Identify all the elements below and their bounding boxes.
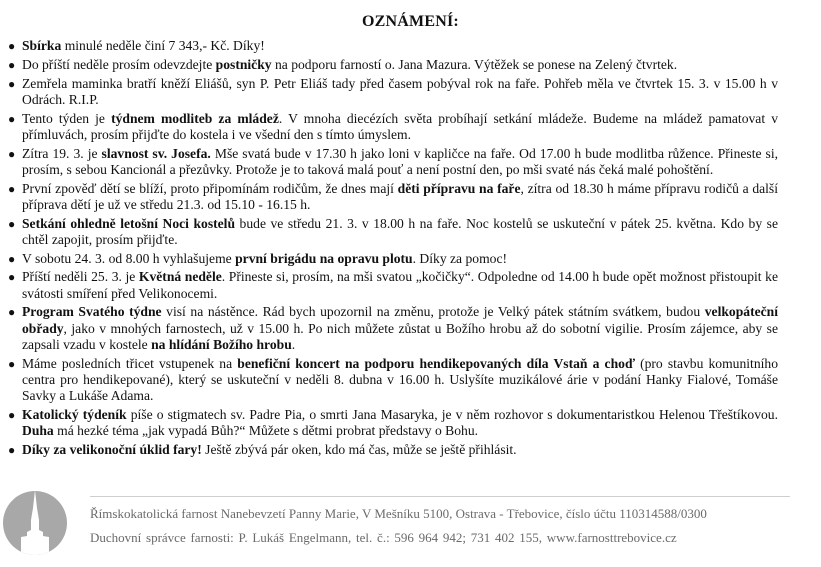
announcement-item — [6, 111, 778, 143]
page-title: OZNÁMENÍ: — [362, 13, 459, 30]
bullet-icon: ● — [8, 270, 16, 285]
bold-text: na hlídání Božího hrobu — [151, 336, 292, 352]
text: Do příští neděle prosím odevzdejte — [22, 56, 216, 72]
announcement-item — [6, 57, 778, 73]
bold-text: Setkání ohledně letošní Noci kostelů — [22, 215, 236, 231]
text: . Díky za pomoc! — [412, 250, 507, 266]
text: Mše svatá bude v 17.30 h jako loni v kapličce na faře. Od 17.00 h bude modlitba růžence. Přineste si, prosím, s sebou Kancionál a přezůvky. Protože je to taková malá pouť a není postní den, po mši svaté nás čeká malé pohoštění. — [22, 145, 779, 177]
text: má hezké téma „jak vypadá Bůh?“ Můžete s dětmi probrat představy o Bohu. — [53, 423, 479, 438]
announcement-item — [6, 407, 778, 439]
text: Zítra 19. 3. je — [22, 145, 102, 161]
announcement-item — [6, 442, 778, 458]
bold-text: Program Svatého týdne — [22, 304, 162, 320]
announcement-item — [6, 38, 778, 54]
announcement-item — [6, 304, 778, 353]
bullet-icon: ● — [8, 111, 16, 126]
bullet-icon: ● — [8, 356, 16, 371]
bold-text: první brigádu na opravu plotu — [235, 250, 413, 266]
text: píše o stigmatech sv. Padre Pia, o smrti Jana Masaryka, je v něm rozhovor s dokumentaristkou Helenou Třeštíkovou. — [126, 406, 778, 422]
bullet-icon: ● — [8, 181, 16, 196]
bold-text: velkopáteční obřady — [22, 304, 779, 336]
text: bude ve středu 21. 3. v 18.00 h na faře. Noc kostelů se uskuteční v pátek 25. května. Kdo by se chtěl zapojit, prosím přijďte. — [22, 215, 778, 247]
bold-text: Sbírka — [22, 38, 62, 53]
bold-text: slavnost sv. Josefa. — [101, 145, 211, 161]
bullet-icon: ● — [8, 251, 16, 266]
text: Ještě zbývá pár oken, kdo má čas, může se ještě přihlásit. — [201, 441, 517, 457]
text: , zítra od 18.30 h máme přípravu rodičů a další příprava dětí je už ve středu 21.3. od 15.10 - 16.15 h. — [22, 180, 779, 212]
announcement-item — [6, 356, 778, 405]
text: . — [291, 336, 296, 352]
bullet-icon: ● — [8, 407, 16, 422]
bullet-icon: ● — [8, 76, 16, 91]
announcement-list — [6, 38, 778, 461]
bold-text: týdnem modliteb za mládež — [111, 110, 279, 126]
text: , jako v mnohých farnostech, už v 15.00 h. Po nich můžete zůstat u Božího hrobu až do sobotní vigilie. Prosím zájemce, aby se zapsali vzadu v kostele — [22, 320, 778, 352]
text: na podporu farností o. Jana Mazura. Výtěžek se ponese na Zelený čtvrtek. — [271, 56, 678, 72]
footer-address: Římskokatolická farnost Nanebevzetí Panny Marie, V Mešníku 5100, Ostrava - Třebovice, číslo účtu 110314588/0300 — [90, 506, 707, 521]
bold-text: děti přípravu na faře — [397, 180, 521, 196]
bullet-icon: ● — [8, 216, 16, 231]
bullet-icon: ● — [8, 57, 16, 72]
bold-text: Duha — [22, 423, 54, 438]
bullet-icon: ● — [8, 442, 16, 457]
footer-divider — [90, 496, 790, 497]
bullet-icon: ● — [8, 305, 16, 320]
announcement-item — [6, 76, 778, 108]
announcement-item — [6, 146, 778, 178]
bold-text: benefiční koncert na podporu hendikepovaných díla Vstaň a choď — [237, 355, 635, 371]
bold-text: Katolický týdeník — [22, 406, 127, 422]
text: . Přineste si, prosím, na mši svatou „kočičky“. Odpoledne od 14.00 h bude opět možnost přistoupit ke svátosti smíření před Velikonocemi. — [22, 269, 779, 301]
bullet-icon: ● — [8, 146, 16, 161]
announcement-item — [6, 181, 778, 213]
bold-text: Díky za velikonoční úklid fary! — [22, 441, 202, 457]
bold-text: Květná neděle — [138, 269, 222, 285]
text: Příští neděli 25. 3. je — [22, 269, 139, 285]
announcement-item — [6, 251, 778, 267]
announcement-item — [6, 269, 778, 301]
bullet-icon: ● — [8, 39, 16, 53]
text: (pro stavbu komunitního centra pro hendikepované), který se uskuteční v neděli 8. dubna v 16.00 h. Uslyšíte muzikálové árie v podání Hanky Fialové, Tomáše Savky a Lukáše Adama. — [22, 355, 778, 403]
text: V sobotu 24. 3. od 8.00 h vyhlašujeme — [22, 250, 236, 266]
bold-text: postničky — [215, 56, 272, 72]
text: Máme posledních třicet vstupenek na — [22, 355, 238, 371]
text: visí na nástěnce. Rád bych upozornil na změnu, protože je Velký pátek státním svátkem, budou — [161, 304, 705, 320]
text: Tento týden je — [22, 110, 112, 126]
announcement-item — [6, 216, 778, 248]
text: . V mnoha diecézích světa probíhají setkání mládeže. Budeme na mládež pamatovat v přímluvách, prosím přijďte do kostela i ve všední den s tímto úmyslem. — [22, 110, 778, 142]
church-logo-icon — [2, 490, 68, 556]
text: Zemřela maminka bratří kněží Eliášů, syn P. Petr Eliáš tady před časem pobýval rok na faře. Pohřeb měla ve čtvrtek 15. 3. v 15.00 h v Odrách. R.I.P. — [22, 75, 778, 107]
text: První zpověď dětí se blíží, proto připomínám rodičům, že dnes mají — [22, 180, 398, 196]
footer-contact: Duchovní správce farnosti: P. Lukáš Engelmann, tel. č.: 596 964 942; 731 402 155, www.farnosttrebovice.cz — [90, 530, 677, 545]
text: minulé neděle činí 7 343,- Kč. Díky! — [61, 38, 265, 53]
